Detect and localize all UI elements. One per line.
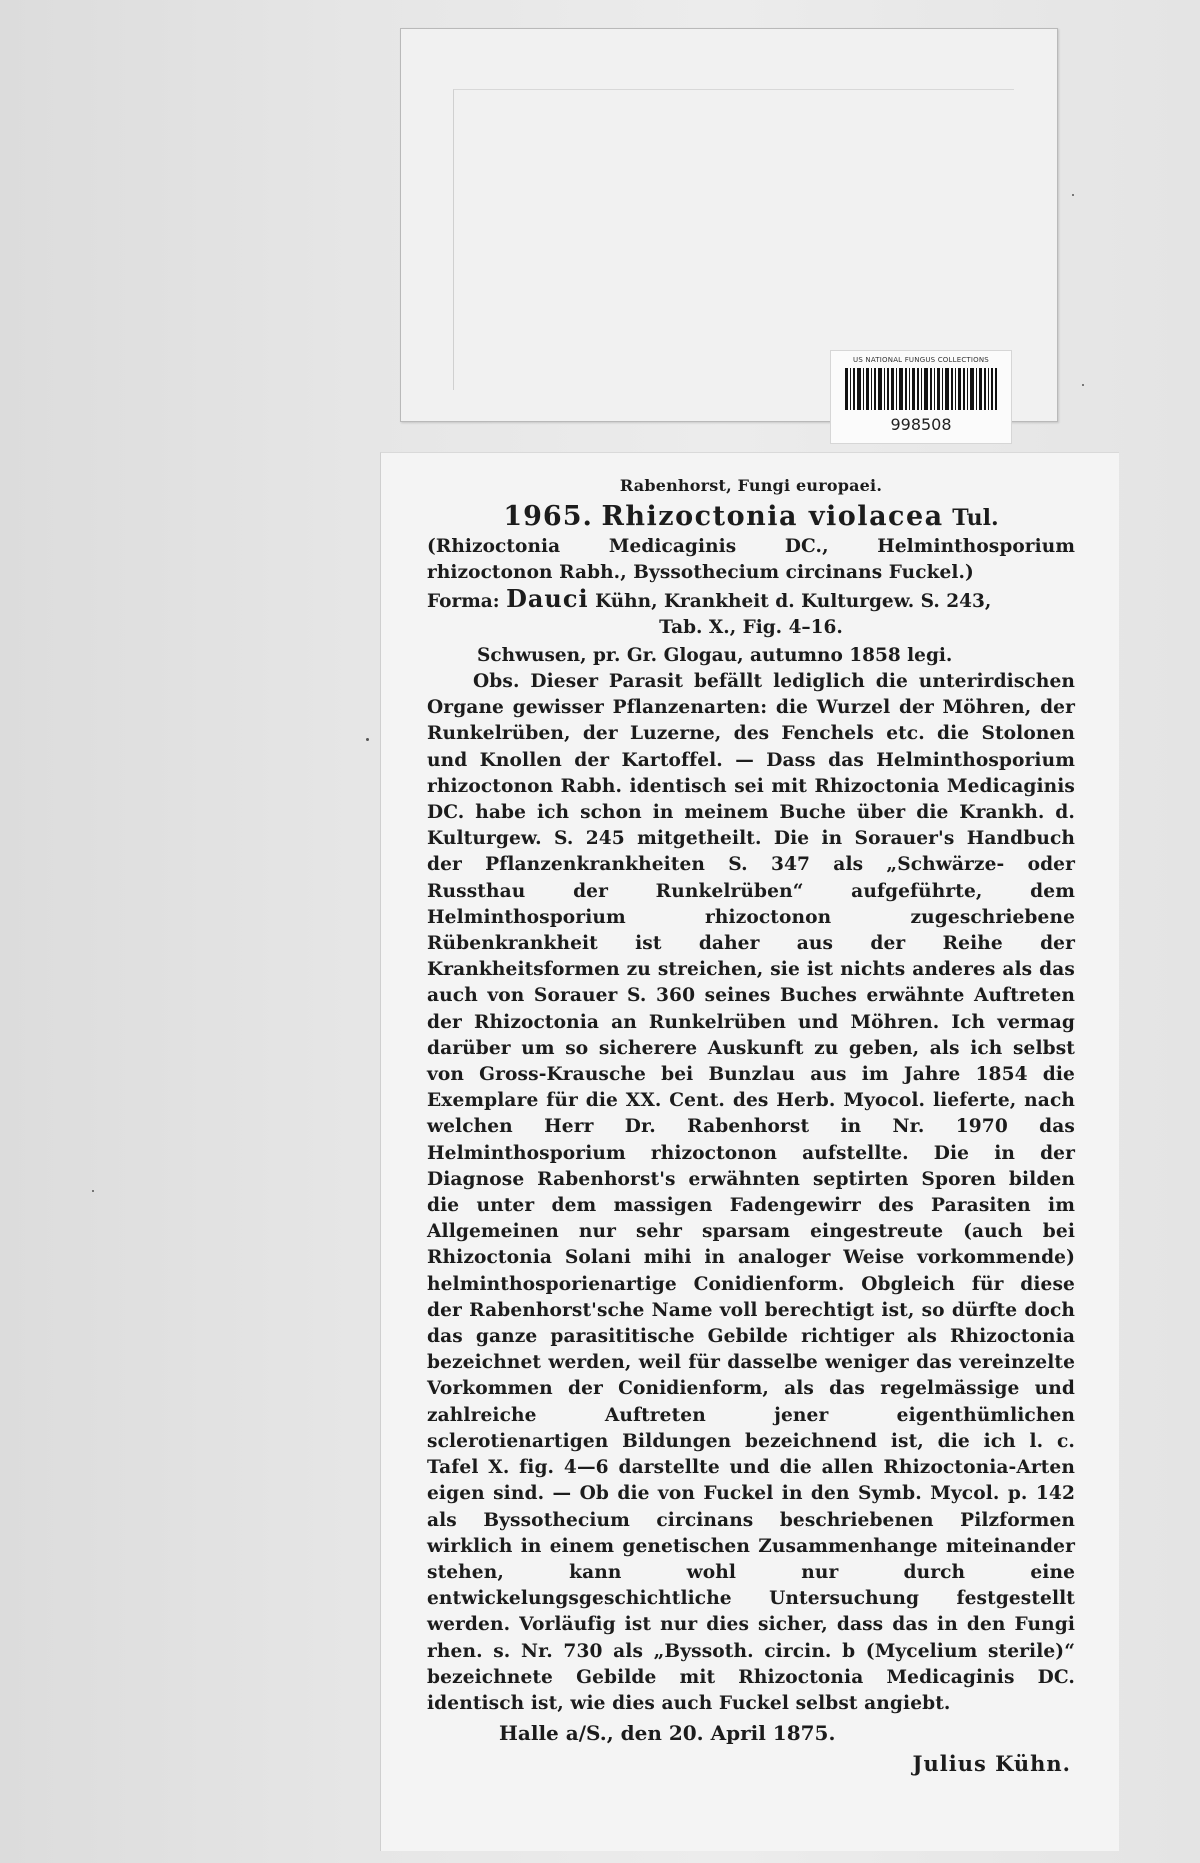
sheet-speck: [1082, 384, 1084, 386]
sheet-speck: [366, 738, 369, 741]
exsiccata-number: 1965.: [503, 501, 593, 532]
sheet-speck: [1072, 194, 1074, 196]
forma-reference-plate: Tab. X., Fig. 4–16.: [659, 617, 843, 638]
forma-prefix: Forma:: [427, 591, 500, 612]
observation-text: Obs. Dieser Parasit befällt lediglich die unterirdischen Organe gewisser Pflanzenarten: die Wurzel der Möhren, der Runkelrüben, der Luzerne, des Fenchels etc. die Stolonen und Knollen der Kartoffel. — Dass das Helminthosporium rhizoctonon Rabh. identisch sei mit Rhizoctonia Medicaginis DC. habe ich schon in meinem Buche über die Krankh. d. Kulturgew. S. 245 mitgetheilt. Die in Sorauer's Handbuch der Pflanzenkrankheiten S. 347 als „Schwärze- oder Russthau der Runkelrüben“ aufgeführte, dem Helminthosporium rhizoctonon zugeschriebene Rübenkrankheit ist daher aus der Reihe der Krankheitsformen zu streichen, sie ist nichts anderes als das auch von Sorauer S. 360 seines Buches erwähnte Auftreten der Rhizoctonia an Runkelrüben und Möhren. Ich vermag darüber um so sicherere Auskunft zu geben, als ich selbst von Gross-Krausche bei Bunzlau aus im Jahre 1854 die Exemplare für die XX. Cent. des Herb. Myocol. lieferte, nach welchen Herr Dr. Rabenhorst in Nr. 1970 das Helminthosporium rhizoctonon aufstellte. Die in der Diagnose Rabenhorst's erwähnten septirten Sporen bilden die unter dem massigen Fadengewirr des Parasiten im Allgemeinen nur sehr sparsam eingestreute (auch bei Rhizoctonia Solani mihi in analoger Weise vorkommende) helminthosporienartige Conidienform. Obgleich für diese der Rabenhorst'sche Name voll berechtigt ist, so dürfte doch das ganze parasititische Gebilde richtiger als Rhizoctonia bezeichnet werden, weil für dasselbe weniger das vereinzelte Vorkommen der Conidienform, als das regelmässige und zahlreiche Auftreten jener eigenthümlichen sclerotienartigen Bildungen bezeichnend ist, die ich l. c. Tafel X. fig. 4—6 darstellte und die allen Rhizoctonia-Arten eigen sind. — Ob die von Fuckel in den Symb. Mycol. p. 142 als Byssothecium circinans beschriebenen Pilzformen wirklich in einem genetischen Zusammenhange miteinander stehen, kann wohl nur durch eine entwickelungsgeschichtliche Untersuchung festgestellt werden. Vorläufig ist nur dies sicher, dass das in den Fungi rhen. s. Nr. 730 als „Byssoth. circin. b (Mycelium sterile)“ bezeichnete Gebilde mit Rhizoctonia Medicaginis DC. identisch ist, wie dies auch Fuckel selbst angiebt.: [427, 671, 1075, 1714]
author-signature: Julius Kühn.: [912, 1751, 1071, 1777]
barcode-label: [830, 350, 1012, 444]
species-name: Rhizoctonia violacea: [601, 501, 944, 532]
barcode-number: 998508: [890, 415, 952, 434]
barcode-icon: [845, 368, 997, 410]
label-text-block: [427, 473, 1075, 1781]
exsiccata-label: [380, 452, 1119, 1851]
series-title: Rabenhorst, Fungi europaei.: [619, 476, 883, 495]
forma-reference: Kühn, Krankheit d. Kulturgew. S. 243,: [595, 591, 992, 612]
species-author: Tul.: [952, 505, 999, 531]
specimen-title: [427, 501, 1075, 534]
forma-line: [427, 586, 1075, 615]
place-date: Halle a/S., den 20. April 1875.: [499, 1721, 836, 1746]
barcode-collection-name: US NATIONAL FUNGUS COLLECTIONS: [853, 356, 989, 364]
collection-locality: Schwusen, pr. Gr. Glogau, autumno 1858 legi.: [477, 645, 953, 666]
sheet-speck: [92, 1190, 94, 1192]
packet-fold-line: [453, 89, 1014, 390]
forma-name: Dauci: [506, 584, 589, 613]
label-footer: [427, 1721, 1075, 1781]
synonyms: (Rhizoctonia Medicaginis DC., Helminthosporium rhizoctonon Rabh., Byssothecium circinans Fuckel.): [427, 536, 1075, 583]
